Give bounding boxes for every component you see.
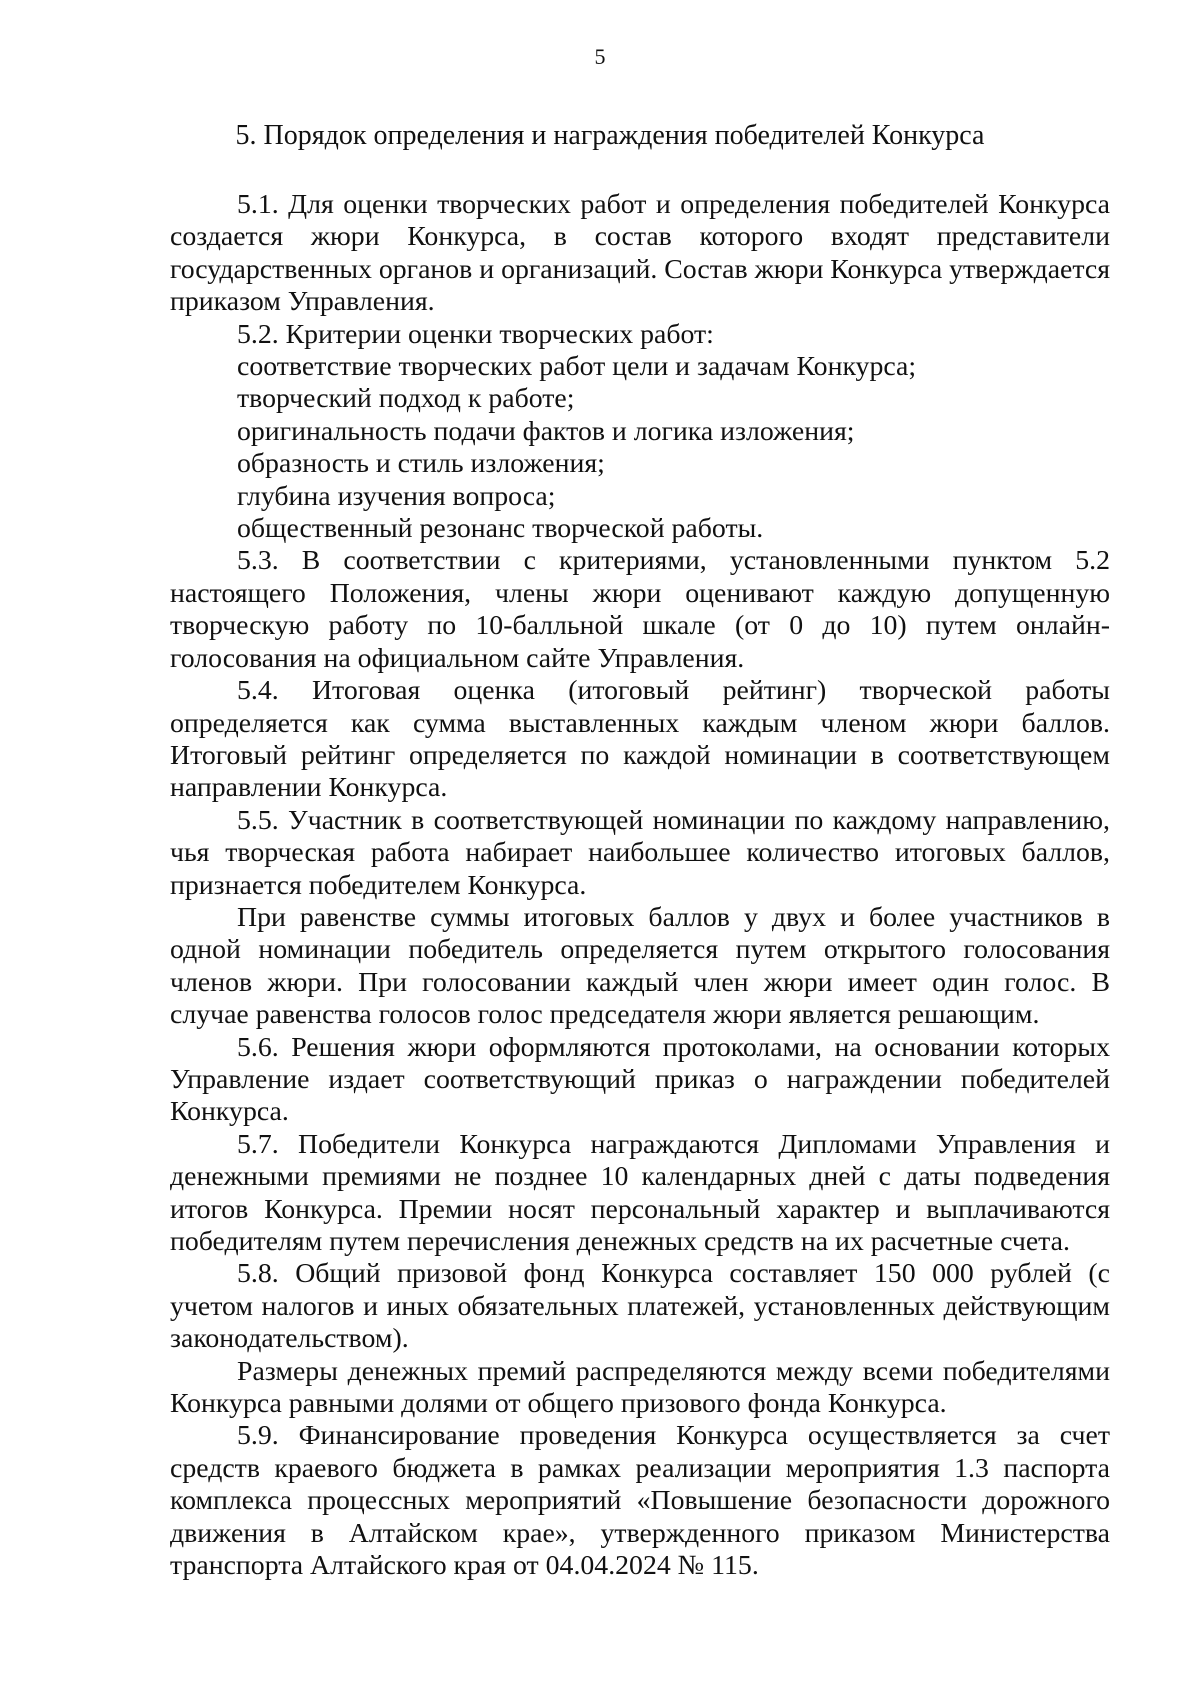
page-number: 5 [594, 44, 606, 69]
paragraph-5-8: 5.8. Общий призовой фонд Конкурса составляет 150 000 рублей (с учетом налогов и иных обязательных платежей, установленных действующим законодательством). [170, 1258, 1110, 1355]
criteria-item: глубина изучения вопроса; [237, 480, 556, 512]
paragraph-5-1: 5.1. Для оценки творческих работ и определения победителей Конкурса создается жюри Конкурса, в состав которого входят представители государственных органов и организаций. Состав жюри Конкурса утверждается приказом Управления. [170, 189, 1110, 318]
paragraph-5-4: 5.4. Итоговая оценка (итоговый рейтинг) творческой работы определяется как сумма выставленных каждым членом жюри баллов. Итоговый рейтинг определяется по каждой номинации в соответствующем направлении Конкурса. [170, 675, 1110, 804]
document-body [170, 189, 1110, 1582]
paragraph-5-7: 5.7. Победители Конкурса награждаются Дипломами Управления и денежными премиями не позднее 10 календарных дней с даты подведения итогов Конкурса. Премии носят персональный характер и выплачиваются победителям путем перечисления денежных средств на их расчетные счета. [170, 1128, 1110, 1257]
paragraph-5-2: 5.2. Критерии оценки творческих работ: [237, 318, 714, 350]
criteria-item: оригинальность подачи фактов и логика изложения; [237, 415, 855, 447]
section-title: 5. Порядок определения и награждения победителей Конкурса [235, 120, 985, 151]
paragraph-5-3: 5.3. В соответствии с критериями, установленными пунктом 5.2 настоящего Положения, члены жюри оценивают каждую допущенную творческую работу по 10-балльной шкале (от 0 до 10) путем онлайн-голосования на официальном сайте Управления. [170, 545, 1110, 674]
paragraph-5-8-shares: Размеры денежных премий распределяются между всеми победителями Конкурса равными долями от общего призового фонда Конкурса. [170, 1355, 1110, 1420]
criteria-item: творческий подход к работе; [237, 383, 575, 415]
paragraph-5-5: 5.5. Участник в соответствующей номинации по каждому направлению, чья творческая работа набирает наибольшее количество итоговых баллов, признается победителем Конкурса. [170, 804, 1110, 901]
criteria-item: соответствие творческих работ цели и задачам Конкурса; [237, 351, 917, 383]
paragraph-5-9: 5.9. Финансирование проведения Конкурса осуществляется за счет средств краевого бюджета в рамках реализации мероприятия 1.3 паспорта комплекса процессных мероприятий «Повышение безопасности дорожного движения в Алтайском крае», утвержденного приказом Министерства транспорта Алтайского края от 04.04.2024 № 115. [170, 1420, 1110, 1582]
criteria-item: общественный резонанс творческой работы. [237, 513, 764, 545]
criteria-item: образность и стиль изложения; [237, 448, 605, 480]
paragraph-5-6: 5.6. Решения жюри оформляются протоколами, на основании которых Управление издает соответствующий приказ о награждении победителей Конкурса. [170, 1031, 1110, 1128]
paragraph-5-5-tie: При равенстве суммы итоговых баллов у двух и более участников в одной номинации победитель определяется путем открытого голосования членов жюри. При голосовании каждый член жюри имеет один голос. В случае равенства голосов голос председателя жюри является решающим. [170, 901, 1110, 1031]
